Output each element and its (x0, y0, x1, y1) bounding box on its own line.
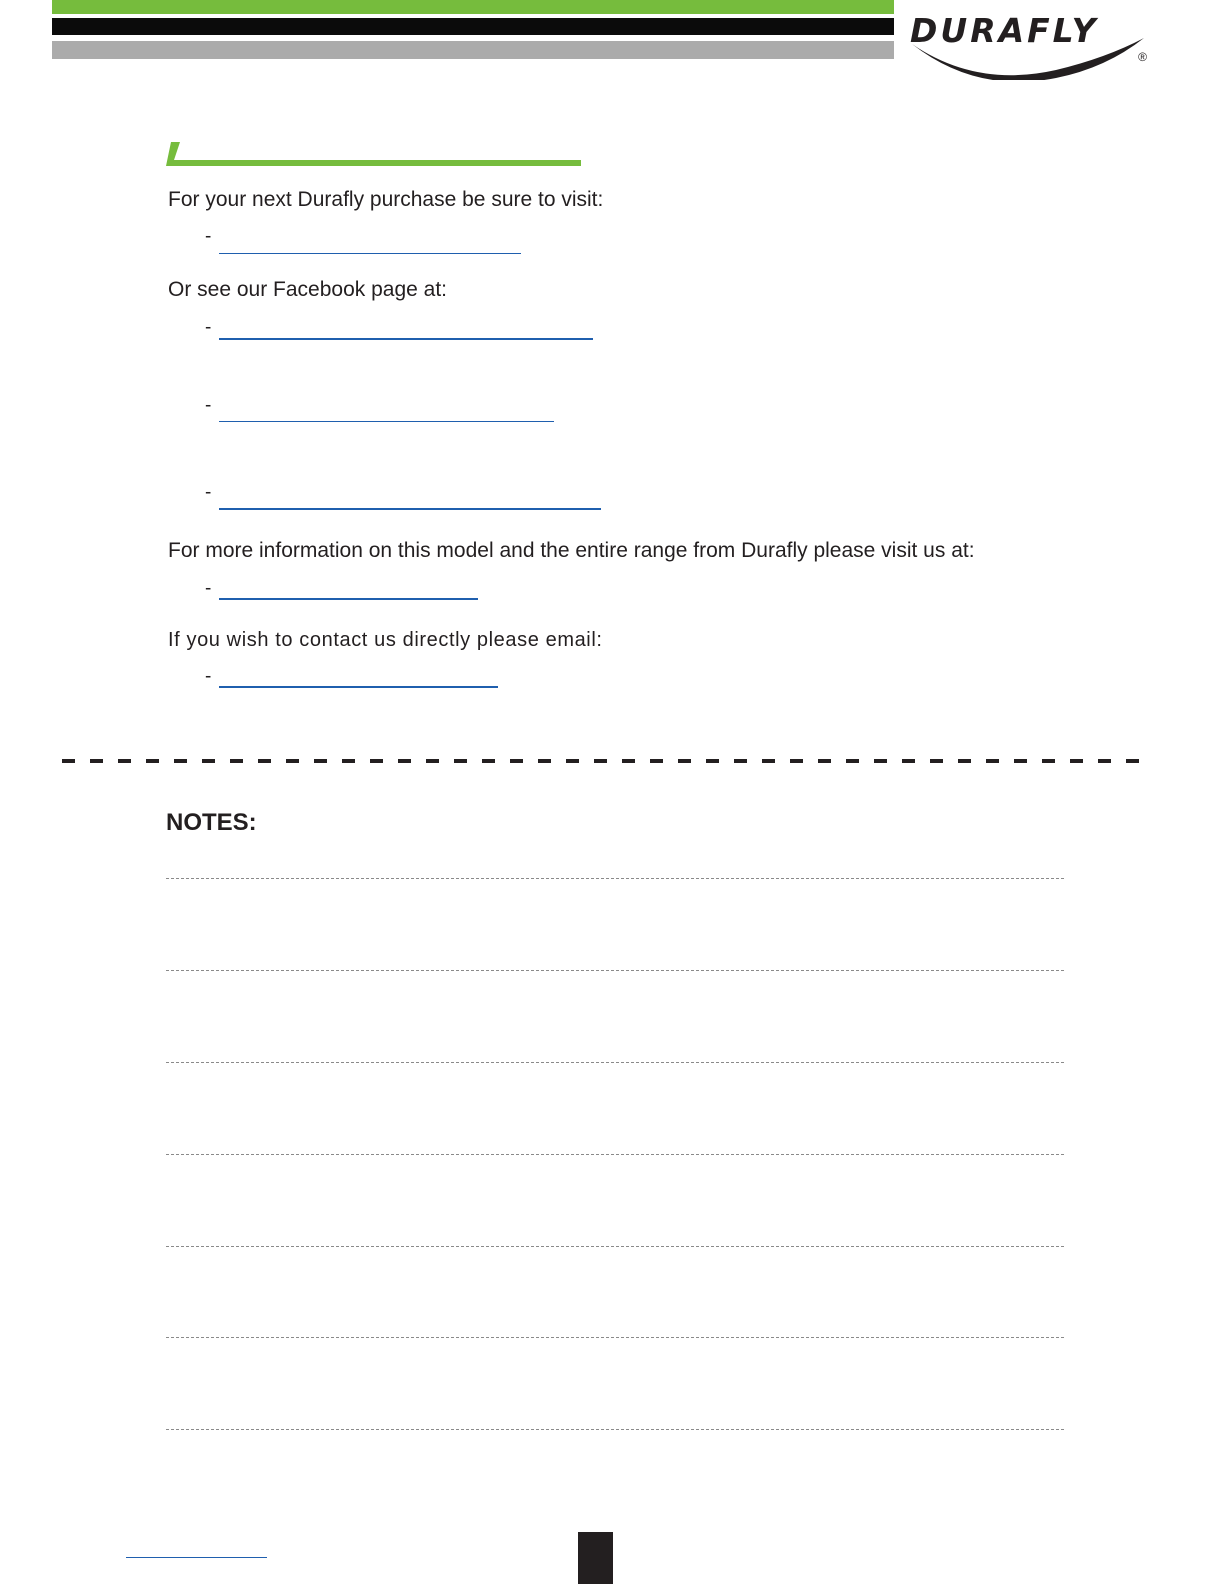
purchase-link[interactable] (219, 253, 521, 254)
social-link-2[interactable] (219, 421, 554, 422)
bullet-dash: - (205, 226, 212, 247)
note-line (166, 1337, 1064, 1338)
cut-line-divider (62, 759, 1154, 763)
header-bar-black (52, 18, 894, 35)
page-number-block (578, 1532, 613, 1584)
note-line (166, 1062, 1064, 1063)
note-line (166, 1154, 1064, 1155)
bullet-dash: - (205, 666, 212, 687)
note-line (166, 970, 1064, 971)
social-link-3[interactable] (219, 508, 601, 510)
facebook-text: Or see our Facebook page at: (168, 278, 447, 301)
note-line (166, 878, 1064, 879)
bullet-dash: - (205, 578, 212, 599)
bullet-dash: - (205, 317, 212, 338)
logo-wordmark: DURAFLY (910, 11, 1099, 50)
durafly-logo (906, 10, 1151, 80)
note-line (166, 1246, 1064, 1247)
header-bar-gray (52, 41, 894, 59)
facebook-link[interactable] (219, 338, 593, 340)
bullet-dash: - (205, 395, 212, 416)
website-link[interactable] (219, 598, 478, 600)
info-text: For more information on this model and the entire range from Durafly please visit us at: (168, 539, 975, 562)
header-bar-green (52, 0, 894, 14)
email-link[interactable] (219, 686, 498, 688)
purchase-text: For your next Durafly purchase be sure to visit: (168, 188, 604, 211)
email-text: If you wish to contact us directly please email: (168, 629, 603, 651)
bullet-dash: - (205, 482, 212, 503)
note-line (166, 1429, 1064, 1430)
section-heading-rule (166, 140, 586, 168)
notes-title: NOTES: (166, 809, 257, 836)
footer-link[interactable] (126, 1557, 267, 1558)
registered-mark: ® (1138, 50, 1147, 64)
